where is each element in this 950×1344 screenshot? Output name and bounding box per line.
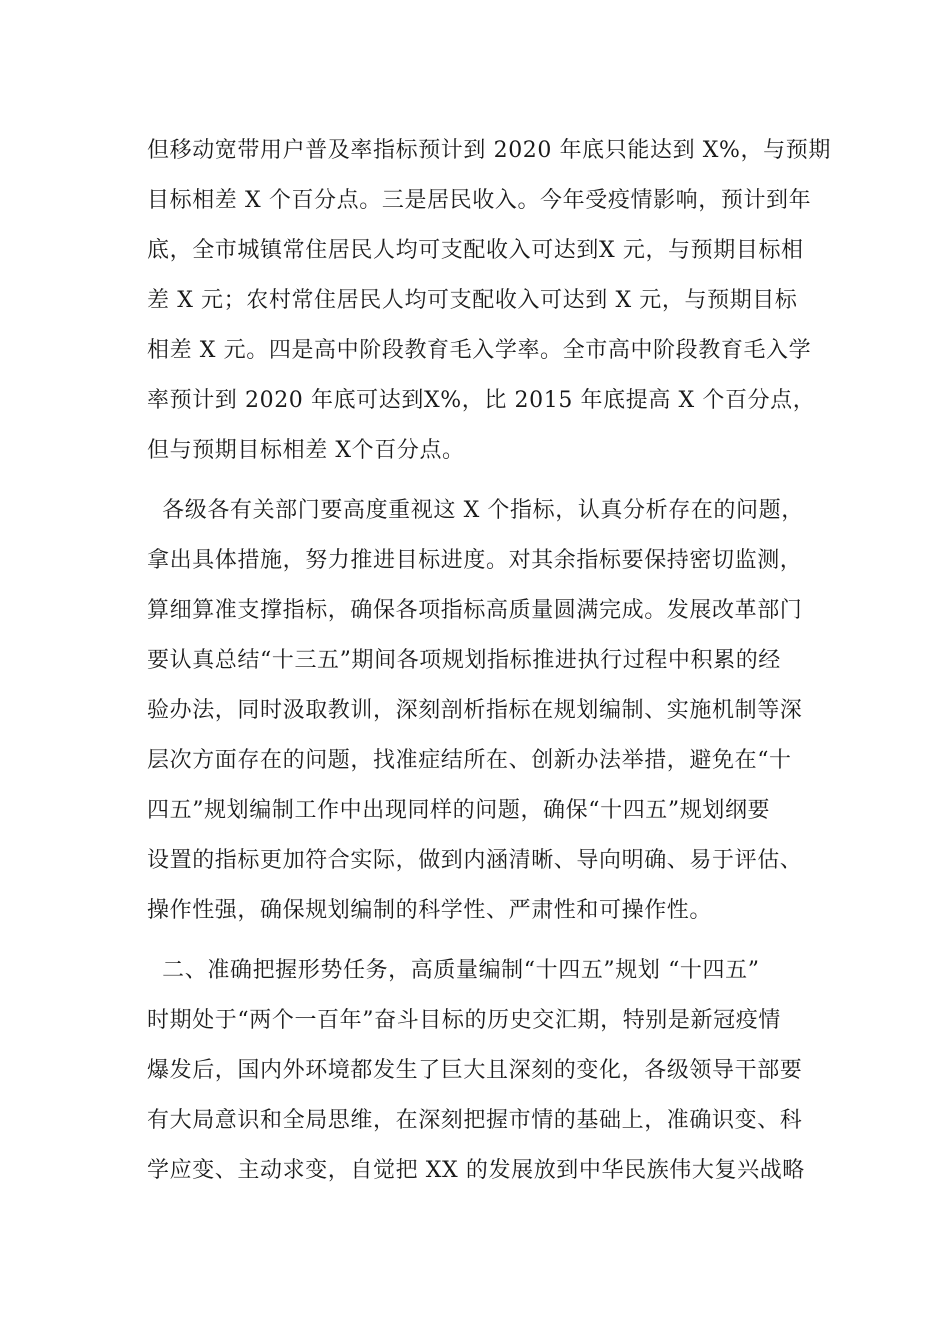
text-line: 差 X 元；农村常住居民人均可支配收入可达到 X 元，与预期目标	[147, 288, 798, 313]
text-line: 要认真总结“十三五”期间各项规划指标推进执行过程中积累的经	[147, 648, 781, 673]
text-line: 但移动宽带用户普及率指标预计到 2020 年底只能达到 X%，与预期	[147, 138, 831, 163]
text-line: 拿出具体措施，努力推进目标进度。对其余指标要保持密切监测，	[147, 548, 803, 573]
text-line: 二、准确把握形势任务，高质量编制“十四五”规划 “十四五”	[147, 958, 760, 983]
text-line: 学应变、主动求变，自觉把 XX 的发展放到中华民族伟大复兴战略	[147, 1158, 805, 1183]
text-line: 各级各有关部门要高度重视这 X 个指标，认真分析存在的问题，	[147, 498, 804, 523]
text-line: 层次方面存在的问题，找准症结所在、创新办法举措，避免在“十	[147, 748, 792, 773]
text-line: 底，全市城镇常住居民人均可支配收入可达到X 元，与预期目标相	[147, 238, 804, 263]
text-line: 爆发后，国内外环境都发生了巨大且深刻的变化，各级领导干部要	[147, 1058, 803, 1083]
text-line: 但与预期目标相差 X个百分点。	[147, 438, 465, 463]
text-line: 验办法，同时汲取教训，深刻剖析指标在规划编制、实施机制等深	[147, 698, 803, 723]
text-line: 率预计到 2020 年底可达到X%，比 2015 年底提高 X 个百分点，	[147, 388, 816, 413]
text-line: 相差 X 元。四是高中阶段教育毛入学率。全市高中阶段教育毛入学	[147, 338, 812, 363]
text-line: 设置的指标更加符合实际，做到内涵清晰、导向明确、易于评估、	[147, 848, 803, 873]
text-line: 算细算准支撑指标，确保各项指标高质量圆满完成。发展改革部门	[147, 598, 803, 623]
text-line: 操作性强，确保规划编制的科学性、严肃性和可操作性。	[147, 898, 713, 923]
text-line: 四五”规划编制工作中出现同样的问题，确保“十四五”规划纲要	[147, 798, 771, 823]
text-line: 时期处于“两个一百年”奋斗目标的历史交汇期，特别是新冠疫情	[147, 1008, 781, 1033]
text-line: 目标相差 X 个百分点。三是居民收入。今年受疫情影响，预计到年	[147, 188, 812, 213]
text-line: 有大局意识和全局思维，在深刻把握市情的基础上，准确识变、科	[147, 1108, 803, 1133]
